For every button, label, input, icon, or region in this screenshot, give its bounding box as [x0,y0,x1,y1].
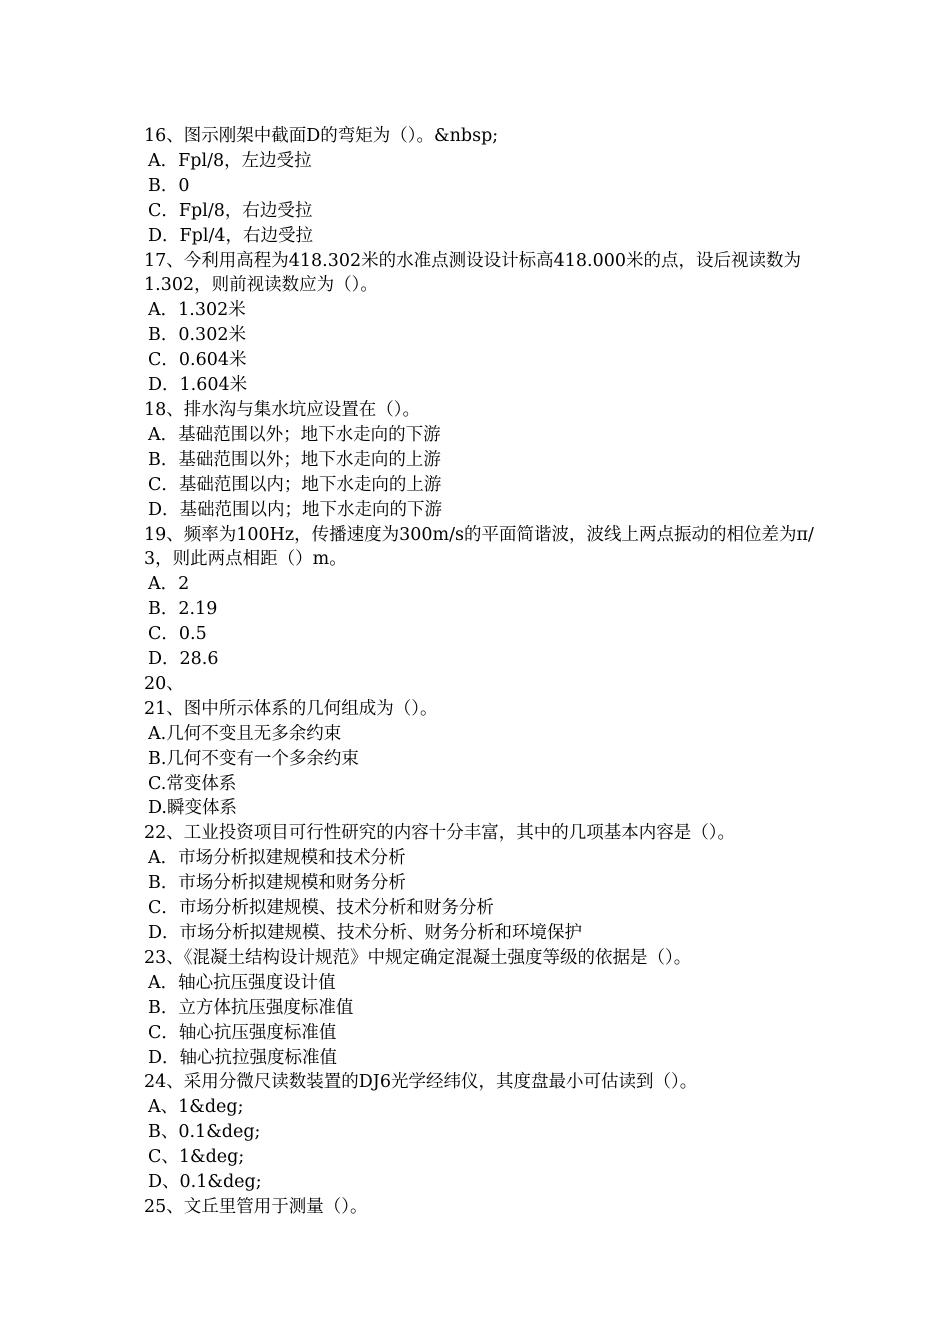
option-c: C、1&deg; [148,1147,245,1168]
question-stem: 20、 [144,673,184,694]
question-stem: 25、文丘里管用于测量（）。 [144,1196,368,1217]
option-d: D、0.1&deg; [148,1172,262,1193]
question-stem: 17、今利用高程为418.302米的水准点测设设计标高418.000米的点，设后视读数为1.302，则前视读数应为（）。 [144,250,801,296]
option-c: C．0.604米 [148,350,247,371]
option-a: A．轴心抗压强度设计值 [148,972,336,993]
option-d: D．轴心抗拉强度标准值 [148,1047,338,1068]
option-a: A．1.302米 [148,300,246,321]
option-a: A、1&deg; [148,1097,244,1118]
option-d: D.瞬变体系 [148,798,237,819]
option-d: D．市场分析拟建规模、技术分析、财务分析和环境保护 [148,923,583,943]
question-21 [144,697,814,822]
option-c: C．0.5 [148,624,207,645]
option-c: C．基础范围以内；地下水走向的上游 [148,474,442,495]
option-a: A.几何不变且无多余约束 [148,723,342,744]
question-17 [144,249,814,398]
question-20 [144,672,814,697]
option-a: A．基础范围以外；地下水走向的下游 [148,424,441,445]
option-d: D．基础范围以内；地下水走向的下游 [148,499,443,520]
question-22 [144,821,814,946]
question-stem: 16、图示刚架中截面D的弯矩为（）。&nbsp; [144,126,499,146]
option-d: D．1.604米 [148,375,248,396]
option-d: D．28.6 [148,649,219,670]
option-b: B、0.1&deg; [148,1122,261,1143]
option-b: B．基础范围以外；地下水走向的上游 [148,449,441,470]
option-b: B．0 [148,175,190,196]
option-b: B．市场分析拟建规模和财务分析 [148,873,406,894]
question-stem: 22、工业投资项目可行性研究的内容十分丰富，其中的几项基本内容是（）。 [144,823,736,844]
option-c: C．Fpl/8，右边受拉 [148,200,313,221]
question-stem: 21、图中所示体系的几何组成为（）。 [144,698,438,719]
question-18 [144,398,814,523]
option-d: D．Fpl/4，右边受拉 [148,225,314,246]
question-stem: 24、采用分微尺读数装置的DJ6光学经纬仪，其度盘最小可估读到（）。 [144,1072,698,1093]
question-stem: 19、频率为100Hz，传播速度为300m/s的平面简谐波，波线上两点振动的相位差为π/3，则此两点相距（）m。 [144,524,814,570]
question-16 [144,124,814,249]
option-c: C．轴心抗压强度标准值 [148,1022,337,1043]
question-list [144,124,814,1220]
question-24 [144,1070,814,1195]
question-23 [144,946,814,1071]
option-b: B．0.302米 [148,325,246,346]
question-stem: 23、《混凝土结构设计规范》中规定确定混凝土强度等级的依据是（）。 [144,947,692,968]
option-c: C．市场分析拟建规模、技术分析和财务分析 [148,898,494,919]
question-stem: 18、排水沟与集水坑应设置在（）。 [144,399,421,420]
question-25 [144,1195,814,1220]
option-a: A．Fpl/8，左边受拉 [148,150,312,171]
option-b: B．2.19 [148,599,218,620]
option-b: B.几何不变有一个多余约束 [148,748,359,769]
option-a: A．市场分析拟建规模和技术分析 [148,848,406,869]
option-a: A．2 [148,574,190,595]
question-19 [144,523,814,672]
option-c: C.常变体系 [148,773,237,794]
option-b: B．立方体抗压强度标准值 [148,997,354,1018]
